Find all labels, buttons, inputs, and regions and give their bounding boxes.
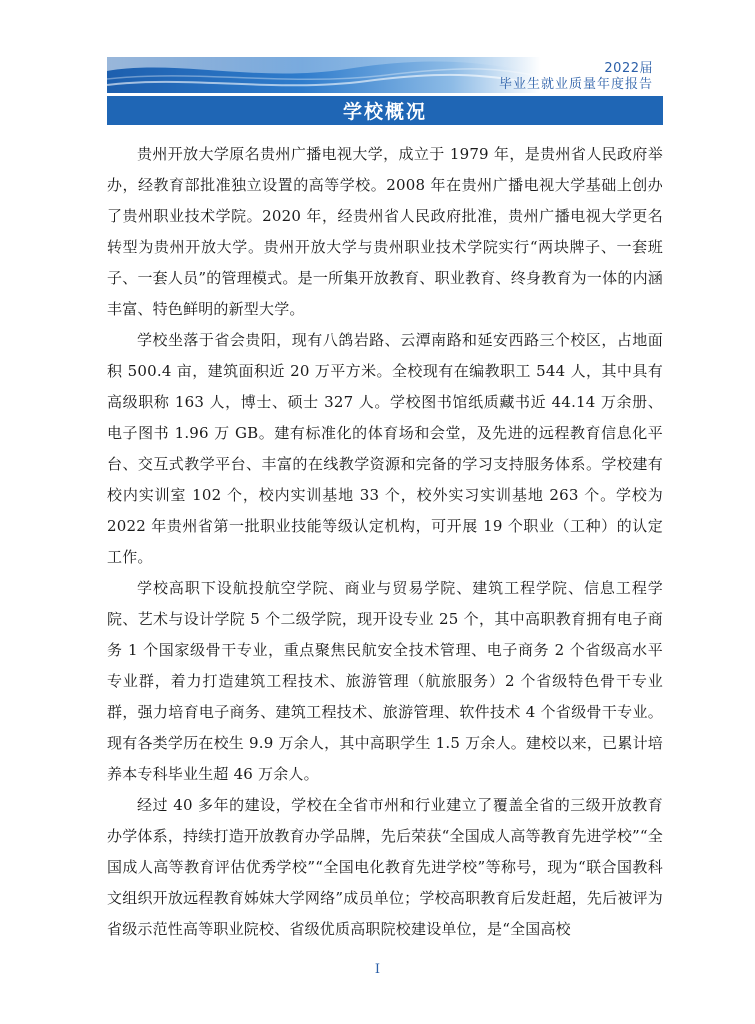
body-content: [107, 139, 663, 945]
page-number: I: [374, 962, 381, 977]
paragraph-history: 贵州开放大学原名贵州广播电视大学，成立于 1979 年，是贵州省人民政府举办，经教育部批准独立设置的高等学校。2008 年在贵州广播电视大学基础上创办了贵州职业技术学院。2020 年，经贵州省人民政府批准，贵州广播电视大学更名转型为贵州开放大学。贵州开放大学与贵州职业技术学院实行“两块牌子、一套班子、一套人员”的管理模式。是一所集开放教育、职业教育、终身教育为一体的内涵丰富、特色鲜明的新型大学。: [107, 145, 663, 318]
report-year: 2022届: [604, 61, 653, 76]
paragraph-campus: 学校坐落于省会贵阳，现有八鸽岩路、云潭南路和延安西路三个校区，占地面积 500.4 亩，建筑面积近 20 万平方米。全校现有在编教职工 544 人，其中具有高级职称 163 人，博士、硕士 327 人。学校图书馆纸质藏书近 44.14 万余册、电子图书 1.96 万 GB。建有标准化的体育场和会堂，及先进的远程教育信息化平台、交互式教学平台、丰富的在线教学资源和完备的学习支持服务体系。学校建有校内实训室 102 个，校内实训基地 33 个，校外实习实训基地 263 个。学校为 2022 年贵州省第一批职业技能等级认定机构，可开展 19 个职业（工种）的认定工作。: [107, 331, 663, 566]
section-title: 学校概况: [342, 101, 427, 123]
paragraph-achievements: 经过 40 多年的建设，学校在全省市州和行业建立了覆盖全省的三级开放教育办学体系，持续打造开放教育办学品牌，先后荣获“全国成人高等教育先进学校”“全国成人高等教育评估优秀学校”“全国电化教育先进学校”等称号，现为“联合国教科文组织开放远程教育姊妹大学网络”成员单位；学校高职教育后发赶超，先后被评为省级示范性高等职业院校、省级优质高职院校建设单位，是“全国高校: [107, 796, 663, 938]
paragraph-programs: 学校高职下设航投航空学院、商业与贸易学院、建筑工程学院、信息工程学院、艺术与设计学院 5 个二级学院，现开设专业 25 个，其中高职教育拥有电子商务 1 个国家级骨干专业，重点聚焦民航安全技术管理、电子商务 2 个省级高水平专业群，着力打造建筑工程技术、旅游管理（航旅服务）2 个省级特色骨干专业群，强力培育电子商务、建筑工程技术、旅游管理、软件技术 4 个省级骨干专业。现有各类学历在校生 9.9 万余人，其中高职学生 1.5 万余人。建校以来，已累计培养本专科毕业生超 46 万余人。: [107, 579, 663, 783]
report-title: 毕业生就业质量年度报告: [498, 77, 653, 92]
header-banner: [107, 57, 663, 93]
section-title-bar: [107, 96, 663, 125]
